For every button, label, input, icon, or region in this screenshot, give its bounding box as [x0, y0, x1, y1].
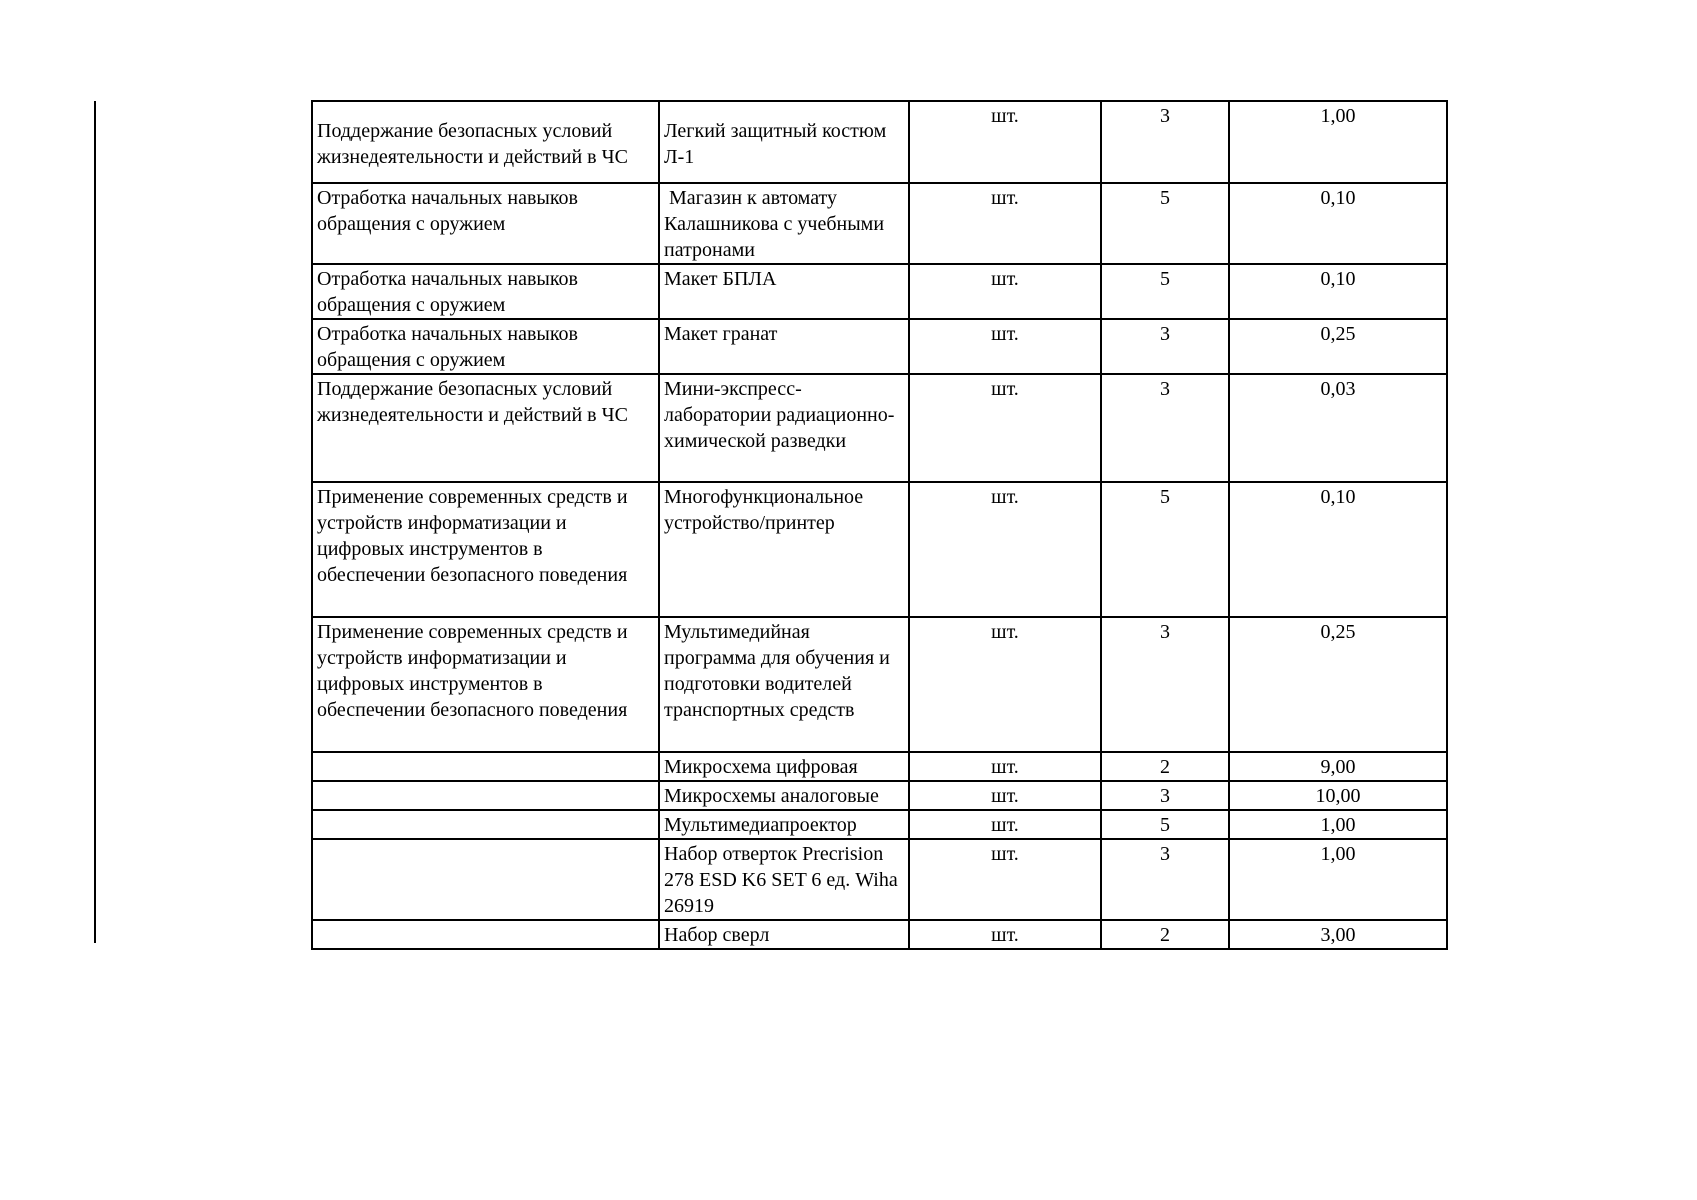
unit-cell: шт.: [909, 752, 1101, 781]
item-name-cell: Набор сверл: [659, 920, 909, 949]
item-name-cell: Мини-экспресс-лаборатории радиационно-химической разведки: [659, 374, 909, 482]
table-row: [312, 781, 1447, 810]
quantity-cell: 2: [1101, 920, 1229, 949]
purpose-cell: [312, 752, 659, 781]
norm-cell: 1,00: [1229, 101, 1447, 183]
quantity-cell: 5: [1101, 810, 1229, 839]
item-name-cell: Макет БПЛА: [659, 264, 909, 319]
unit-cell: шт.: [909, 781, 1101, 810]
norm-cell: 0,03: [1229, 374, 1447, 482]
unit-cell: шт.: [909, 183, 1101, 264]
unit-cell: шт.: [909, 374, 1101, 482]
norm-cell: 3,00: [1229, 920, 1447, 949]
purpose-cell: [312, 839, 659, 920]
quantity-cell: 3: [1101, 617, 1229, 752]
norm-cell: 10,00: [1229, 781, 1447, 810]
norm-cell: 0,25: [1229, 617, 1447, 752]
item-name-cell: Микросхемы аналоговые: [659, 781, 909, 810]
unit-cell: шт.: [909, 101, 1101, 183]
norm-cell: 1,00: [1229, 839, 1447, 920]
purpose-cell: [312, 810, 659, 839]
norm-cell: 0,10: [1229, 183, 1447, 264]
purpose-cell: Применение современных средств и устройств информатизации и цифровых инструментов в обеспечении безопасного поведения: [312, 617, 659, 752]
table-row: [312, 617, 1447, 752]
table-row: [312, 920, 1447, 949]
purpose-cell: [312, 781, 659, 810]
table-row: [312, 839, 1447, 920]
norm-cell: 0,25: [1229, 319, 1447, 374]
norm-cell: 0,10: [1229, 482, 1447, 617]
quantity-cell: 3: [1101, 839, 1229, 920]
equipment-table: [311, 100, 1448, 950]
left-margin-line: [94, 101, 96, 943]
item-name-cell: Легкий защитный костюм Л-1: [659, 101, 909, 183]
unit-cell: шт.: [909, 617, 1101, 752]
purpose-cell: Поддержание безопасных условий жизнедеятельности и действий в ЧС: [312, 101, 659, 183]
unit-cell: шт.: [909, 810, 1101, 839]
purpose-cell: Отработка начальных навыков обращения с оружием: [312, 183, 659, 264]
quantity-cell: 3: [1101, 374, 1229, 482]
table-row: [312, 264, 1447, 319]
unit-cell: шт.: [909, 264, 1101, 319]
quantity-cell: 3: [1101, 101, 1229, 183]
unit-cell: шт.: [909, 482, 1101, 617]
item-name-cell: Набор отверток Precrision 278 ESD K6 SET 6 ед. Wiha 26919: [659, 839, 909, 920]
quantity-cell: 5: [1101, 264, 1229, 319]
unit-cell: шт.: [909, 839, 1101, 920]
quantity-cell: 2: [1101, 752, 1229, 781]
quantity-cell: 3: [1101, 319, 1229, 374]
table-row: [312, 319, 1447, 374]
table-row: [312, 374, 1447, 482]
purpose-cell: [312, 920, 659, 949]
purpose-cell: Отработка начальных навыков обращения с оружием: [312, 264, 659, 319]
table-row: [312, 810, 1447, 839]
item-name-cell: Магазин к автомату Калашникова с учебными патронами: [659, 183, 909, 264]
table-row: [312, 752, 1447, 781]
item-name-cell: Многофункциональное устройство/принтер: [659, 482, 909, 617]
item-name-cell: Мультимедийная программа для обучения и подготовки водителей транспортных средств: [659, 617, 909, 752]
purpose-cell: Применение современных средств и устройств информатизации и цифровых инструментов в обеспечении безопасного поведения: [312, 482, 659, 617]
item-name-cell: Мультимедиапроектор: [659, 810, 909, 839]
purpose-cell: Отработка начальных навыков обращения с оружием: [312, 319, 659, 374]
purpose-cell: Поддержание безопасных условий жизнедеятельности и действий в ЧС: [312, 374, 659, 482]
norm-cell: 1,00: [1229, 810, 1447, 839]
table-row: [312, 101, 1447, 183]
norm-cell: 9,00: [1229, 752, 1447, 781]
quantity-cell: 3: [1101, 781, 1229, 810]
unit-cell: шт.: [909, 319, 1101, 374]
item-name-cell: Макет гранат: [659, 319, 909, 374]
table-row: [312, 482, 1447, 617]
quantity-cell: 5: [1101, 482, 1229, 617]
norm-cell: 0,10: [1229, 264, 1447, 319]
item-name-cell: Микросхема цифровая: [659, 752, 909, 781]
quantity-cell: 5: [1101, 183, 1229, 264]
table-row: [312, 183, 1447, 264]
unit-cell: шт.: [909, 920, 1101, 949]
